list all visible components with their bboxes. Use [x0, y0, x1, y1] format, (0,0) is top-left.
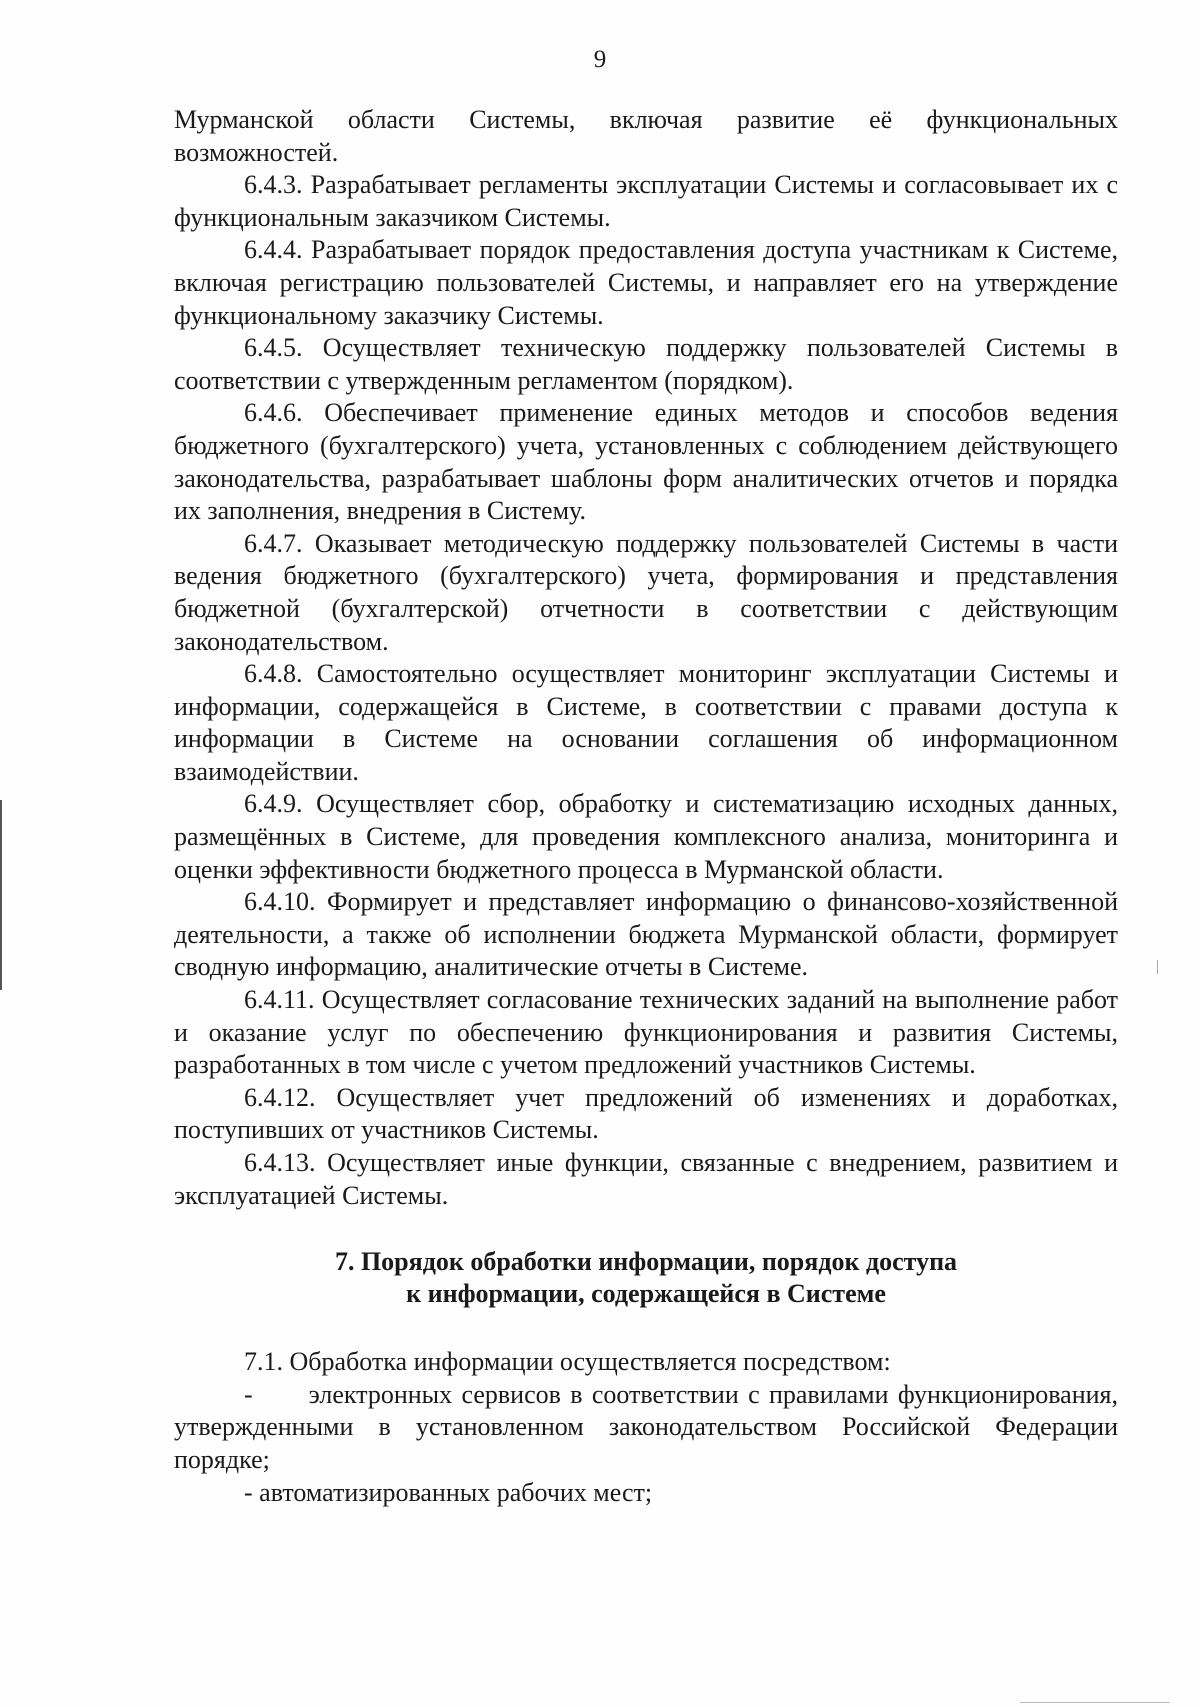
scan-edge-mark [0, 800, 2, 990]
paragraph-6-4-6: 6.4.6. Обеспечивает применение единых методов и способов ведения бюджетного (бухгалтерского) учета, установленных с соблюдением действующего законодательства, разрабатывает шаблоны форм аналитических отчетов и порядка их заполнения, внедрения в Систему. [174, 398, 1118, 526]
page-number: 9 [593, 46, 607, 73]
scan-edge-line [1020, 1702, 1170, 1703]
paragraph-6-4-13: 6.4.13. Осуществляет иные функции, связанные с внедрением, развитием и эксплуатацией Системы. [174, 1148, 1118, 1210]
paragraph-7-1: 7.1. Обработка информации осуществляется посредством: [244, 1347, 891, 1377]
paragraph-6-4-10: 6.4.10. Формирует и представляет информацию о финансово-хозяйственной деятельности, а также об исполнении бюджета Мурманской области, формирует сводную информацию, аналитические отчеты в Системе. [174, 887, 1118, 982]
paragraph-continuation: Мурманской области Системы, включая развитие её функциональных возможностей. [174, 105, 1118, 167]
paragraph-6-4-4: 6.4.4. Разрабатывает порядок предоставления доступа участникам к Системе, включая регистрацию пользователей Системы, и направляет его на утверждение функциональному заказчику Системы. [174, 235, 1118, 330]
section-7-heading-line-1: 7. Порядок обработки информации, порядок доступа [334, 1247, 958, 1277]
document-body [174, 104, 1118, 1509]
section-7-heading-line-2: к информации, содержащейся в Системе [406, 1279, 886, 1309]
paragraph-6-4-5: 6.4.5. Осуществляет техническую поддержку пользователей Системы в соответствии с утвержденным регламентом (порядком). [174, 333, 1118, 395]
paragraph-6-4-8: 6.4.8. Самостоятельно осуществляет мониторинг эксплуатации Системы и информации, содержащейся в Системе, в соответствии с правами доступа к информации в Системе на основании соглашения об информационном взаимодействии. [174, 659, 1118, 786]
scan-speck [1157, 960, 1158, 974]
paragraph-6-4-9: 6.4.9. Осуществляет сбор, обработку и систематизацию исходных данных, размещённых в Системе, для проведения комплексного анализа, мониторинга и оценки эффективности бюджетного процесса в Мурманской области. [174, 789, 1118, 884]
paragraph-6-4-12: 6.4.12. Осуществляет учет предложений об изменениях и доработках, поступивших от участников Системы. [174, 1082, 1118, 1145]
paragraph-6-4-3: 6.4.3. Разрабатывает регламенты эксплуатации Системы и согласовывает их с функциональным заказчиком Системы. [174, 170, 1118, 232]
list-item-electronic-services: - электронных сервисов в соответствии с правилами функционирования, утвержденными в установленном законодательством Российской Федерации порядке; [174, 1379, 1118, 1474]
paragraph-6-4-11: 6.4.11. Осуществляет согласование технических заданий на выполнение работ и оказание услуг по обеспечению функционирования и развития Системы, разработанных в том числе с учетом предложений участников Системы. [174, 985, 1118, 1080]
paragraph-6-4-7: 6.4.7. Оказывает методическую поддержку пользователей Системы в части ведения бюджетного (бухгалтерского) учета, формирования и представления бюджетной (бухгалтерской) отчетности в соответствии с действующим законодательством. [174, 528, 1118, 656]
section-7-heading [174, 1246, 1118, 1310]
list-item-workstations: - автоматизированных рабочих мест; [244, 1477, 653, 1507]
